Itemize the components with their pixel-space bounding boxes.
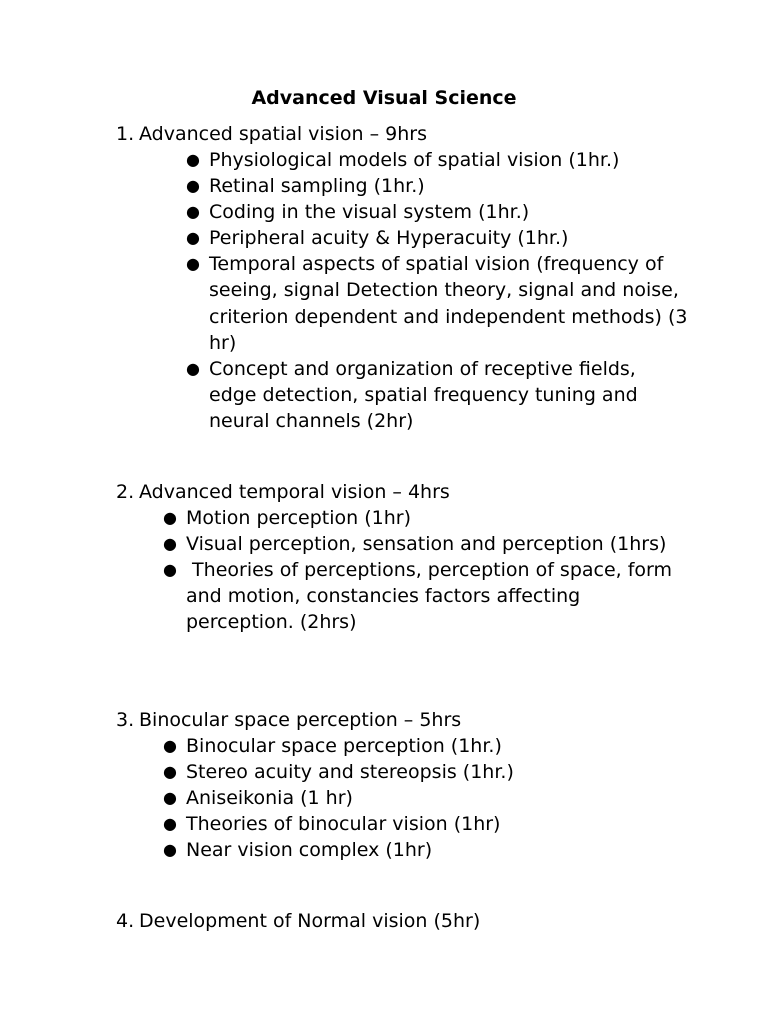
list-item-text: Temporal aspects of spatial vision (frequency of seeing, signal Detection theory, signal and noise, criterion dependent and independent methods) (3 hr) (209, 253, 688, 354)
list-item (186, 251, 689, 355)
list-item (163, 811, 686, 837)
list-item (186, 225, 689, 251)
list-item (186, 356, 689, 434)
bullet-icon: ● (163, 788, 177, 808)
list-item-text: Stereo acuity and stereopsis (1hr.) (186, 761, 514, 784)
bullet-icon: ● (186, 254, 200, 274)
list-item-text: Visual perception, sensation and perception (1hrs) (186, 533, 667, 556)
section-number: 1. (116, 123, 135, 145)
list-item-text: Binocular space perception (1hr.) (186, 735, 502, 757)
bullet-icon: ● (186, 150, 200, 169)
list-item-text: Retinal sampling (1hr.) (209, 175, 425, 198)
topic-list (163, 505, 686, 635)
bullet-icon: ● (186, 358, 200, 378)
list-item-text: Theories of perceptions, perception of space, form and motion, constancies factors affecting perception. (2hrs) (186, 559, 679, 634)
section-heading-text: Development of Normal vision (5hr) (139, 910, 481, 932)
list-item-text: Aniseikonia (1 hr) (186, 787, 353, 810)
bullet-icon: ● (163, 560, 177, 580)
list-item (163, 531, 686, 557)
section-number: 3. (116, 709, 135, 731)
list-item (163, 785, 686, 811)
document-title: Advanced Visual Science (251, 87, 517, 109)
list-item (163, 505, 686, 531)
list-item (163, 837, 686, 863)
bullet-icon: ● (163, 840, 177, 860)
section-heading (116, 908, 728, 934)
section-development-of-normal-vision (116, 908, 728, 934)
bullet-icon: ● (163, 814, 177, 834)
section-number: 2. (116, 481, 135, 503)
bullet-icon: ● (163, 762, 177, 782)
bullet-icon: ● (163, 736, 177, 755)
section-heading (116, 121, 728, 147)
list-item (163, 733, 686, 759)
list-item-text: Near vision complex (1hr) (186, 839, 433, 862)
list-item (163, 557, 686, 635)
list-item-text: Coding in the visual system (1hr.) (209, 201, 530, 224)
list-item (186, 147, 689, 173)
section-binocular-space-perception (116, 707, 728, 863)
list-item-text: Motion perception (1hr) (186, 507, 411, 529)
section-advanced-spatial-vision (116, 121, 728, 434)
section-number: 4. (116, 910, 135, 932)
section-heading (116, 707, 728, 733)
list-item (186, 173, 689, 199)
list-item (163, 759, 686, 785)
section-heading-text: Binocular space perception – 5hrs (139, 709, 462, 731)
bullet-icon: ● (163, 534, 177, 554)
list-item-text: Concept and organization of receptive fields, edge detection, spatial frequency tuning and neural channels (2hr) (209, 357, 638, 432)
bullet-icon: ● (186, 176, 200, 196)
list-item (186, 199, 689, 225)
section-heading (116, 479, 728, 505)
list-item-text: Peripheral acuity & Hyperacuity (1hr.) (209, 227, 569, 250)
list-item-text: Physiological models of spatial vision (1hr.) (209, 149, 620, 171)
list-item-text: Theories of binocular vision (1hr) (186, 813, 501, 836)
topic-list (186, 147, 689, 434)
section-heading-text: Advanced temporal vision – 4hrs (139, 481, 450, 503)
section-heading-text: Advanced spatial vision – 9hrs (139, 123, 427, 145)
bullet-icon: ● (163, 508, 177, 527)
section-advanced-temporal-vision (116, 479, 728, 635)
topic-list (163, 733, 686, 863)
bullet-icon: ● (186, 228, 200, 248)
bullet-icon: ● (186, 202, 200, 222)
